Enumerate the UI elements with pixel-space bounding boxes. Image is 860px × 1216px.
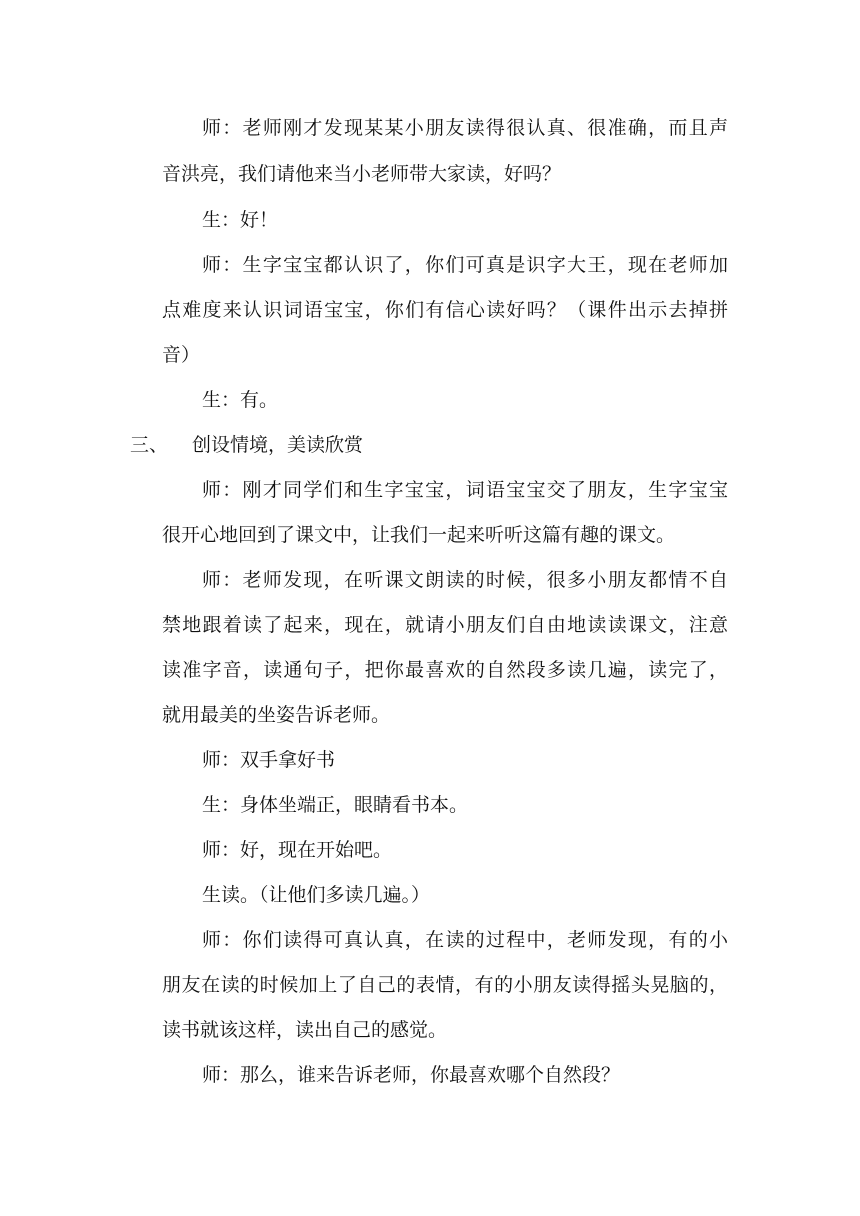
paragraph-line: 音） (162, 344, 201, 366)
paragraph-line: 生读。（让他们多读几遍。） (202, 884, 431, 906)
paragraph-line: 禁地跟着读了起来，现在，就请小朋友们自由地读读课文，注意 (162, 614, 728, 636)
paragraph-line: 师：刚才同学们和生字宝宝，词语宝宝交了朋友，生字宝宝 (202, 479, 728, 501)
paragraph-line: 生：有。 (202, 389, 279, 411)
section-number: 三、 (130, 434, 169, 456)
paragraph-line: 音洪亮，我们请他来当小老师带大家读，好吗？ (162, 163, 562, 185)
paragraph-line: 师：好，现在开始吧。 (202, 839, 393, 861)
paragraph-line: 读书就该这样，读出自己的感觉。 (162, 1019, 448, 1041)
paragraph-line: 读准字音，读通句子，把你最喜欢的自然段多读几遍，读完了， (162, 659, 728, 681)
paragraph-line: 朋友在读的时候加上了自己的表情，有的小朋友读得摇头晃脑的， (162, 974, 728, 996)
paragraph-line: 师：生字宝宝都认识了，你们可真是识字大王，现在老师加 (202, 254, 728, 276)
paragraph-line: 生：好！ (202, 209, 279, 231)
paragraph-line: 师：老师刚才发现某某小朋友读得很认真、很准确，而且声 (202, 117, 728, 139)
paragraph-line: 点难度来认识词语宝宝，你们有信心读好吗？（课件出示去掉拼 (162, 299, 728, 321)
paragraph-line: 生：身体坐端正，眼睛看书本。 (202, 794, 469, 816)
paragraph-line: 很开心地回到了课文中，让我们一起来听听这篇有趣的课文。 (162, 524, 676, 546)
section-heading: 创设情境，美读欣赏 (192, 434, 364, 456)
paragraph-line: 师：老师发现，在听课文朗读的时候，很多小朋友都情不自 (202, 569, 728, 591)
paragraph-line: 师：双手拿好书 (202, 749, 336, 771)
paragraph-line: 师：你们读得可真认真，在读的过程中，老师发现，有的小 (202, 929, 728, 951)
paragraph-line: 师：那么，谁来告诉老师，你最喜欢哪个自然段？ (202, 1064, 621, 1086)
paragraph-line: 就用最美的坐姿告诉老师。 (162, 704, 391, 726)
